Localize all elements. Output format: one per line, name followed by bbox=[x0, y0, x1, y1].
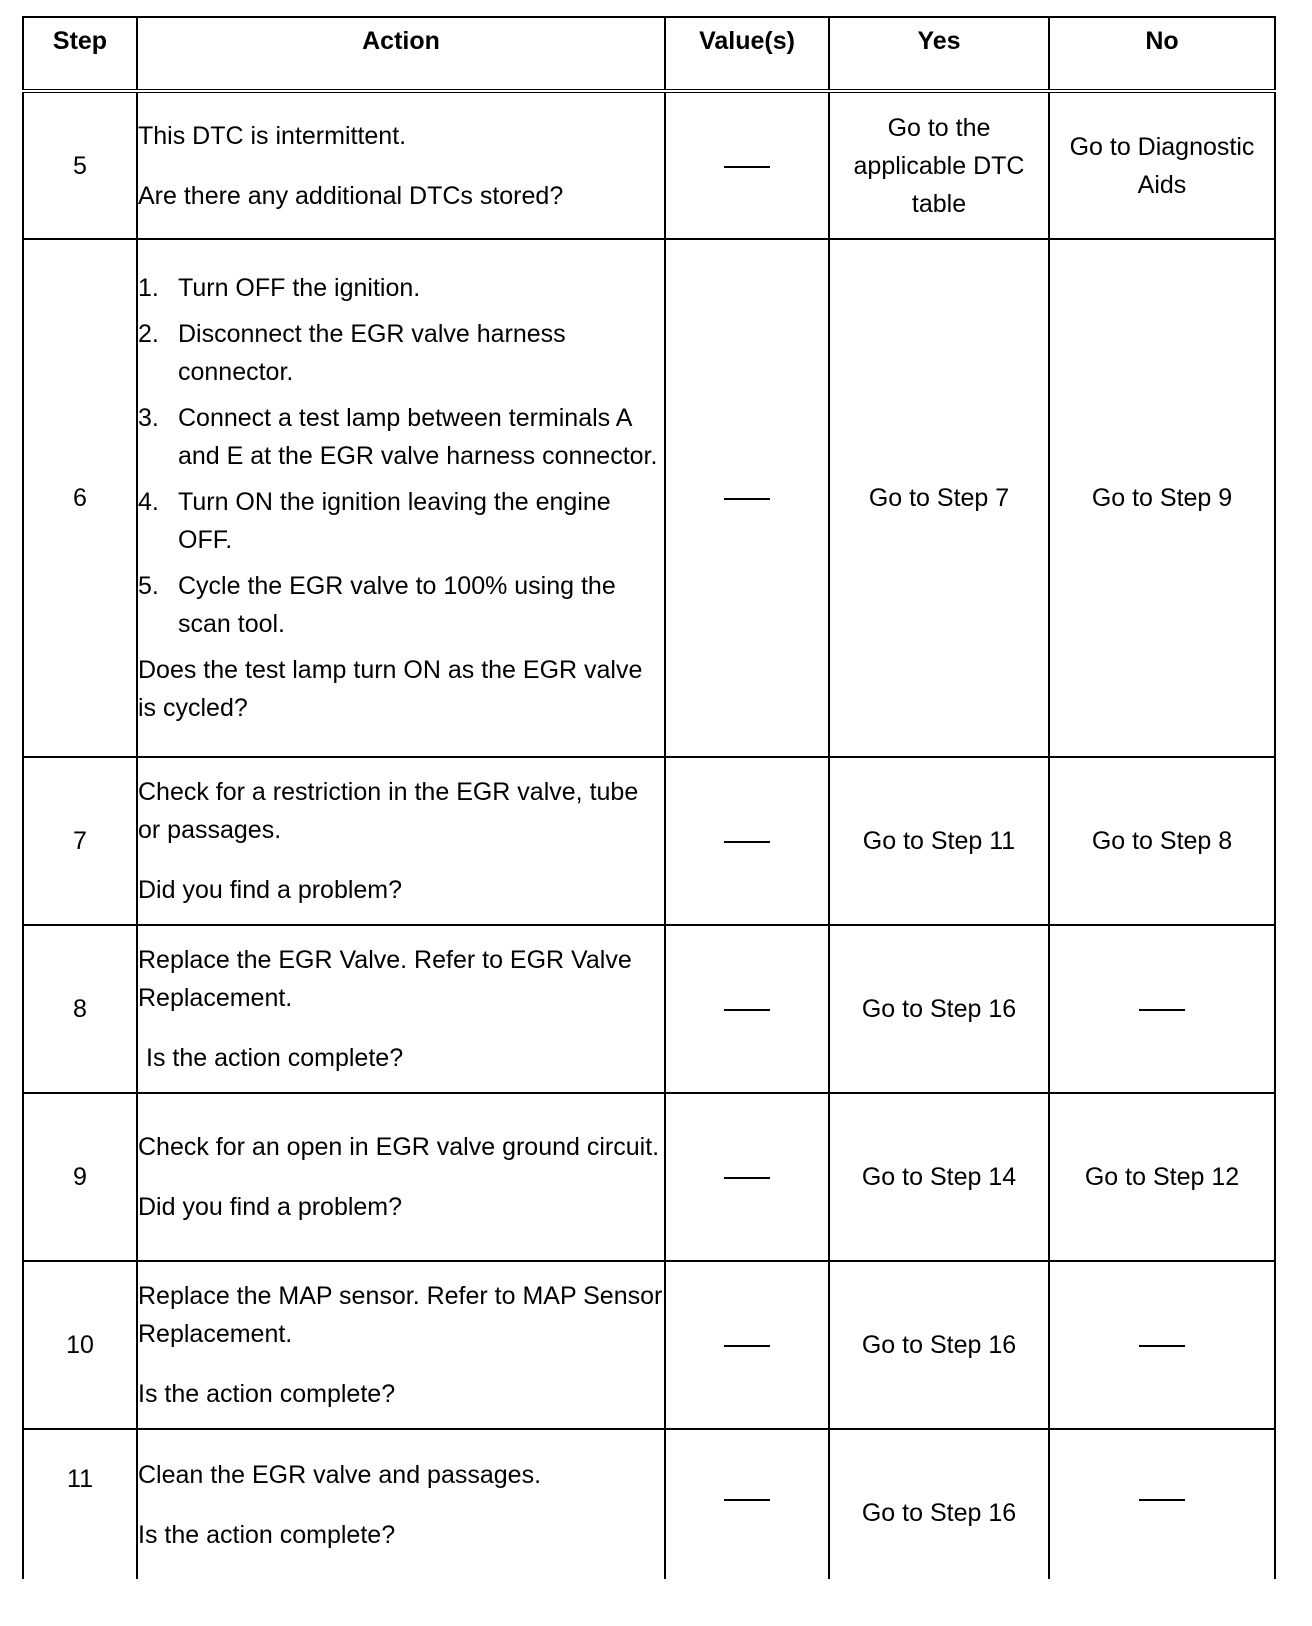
no-cell: Go to Step 9 bbox=[1049, 239, 1275, 757]
step-number: 9 bbox=[23, 1093, 137, 1261]
action-steps-list bbox=[138, 269, 664, 643]
action-cell bbox=[137, 91, 665, 239]
action-text: Check for a restriction in the EGR valve, tube or passages. bbox=[138, 778, 639, 844]
action-text: Check for an open in EGR valve ground circuit. bbox=[138, 1133, 660, 1161]
value-dash bbox=[724, 1345, 770, 1347]
value-cell bbox=[665, 925, 829, 1093]
value-dash bbox=[724, 1009, 770, 1011]
diagnostic-table bbox=[22, 16, 1276, 1579]
action-cell bbox=[137, 239, 665, 757]
list-item-text: Cycle the EGR valve to 100% using the scan tool. bbox=[178, 572, 616, 638]
value-cell bbox=[665, 757, 829, 925]
action-cell bbox=[137, 1093, 665, 1261]
yes-cell: Go to Step 11 bbox=[829, 757, 1049, 925]
header-yes: Yes bbox=[829, 17, 1049, 91]
list-item bbox=[138, 315, 664, 391]
no-cell: Go to Diagnostic Aids bbox=[1049, 91, 1275, 239]
step-number: 6 bbox=[23, 239, 137, 757]
value-dash bbox=[724, 1499, 770, 1501]
list-item bbox=[138, 269, 664, 307]
list-item bbox=[138, 399, 664, 475]
table-row-step-8 bbox=[23, 925, 1275, 1093]
action-text: Clean the EGR valve and passages. bbox=[138, 1460, 542, 1489]
action-question: Did you find a problem? bbox=[138, 1193, 403, 1221]
list-item-number: 3. bbox=[138, 404, 159, 432]
header-row bbox=[23, 17, 1275, 91]
table-row-step-9 bbox=[23, 1093, 1275, 1261]
table-row-step-6 bbox=[23, 239, 1275, 757]
value-dash bbox=[724, 498, 770, 500]
no-cell: Go to Step 12 bbox=[1049, 1093, 1275, 1261]
no-cell bbox=[1049, 1261, 1275, 1429]
yes-cell: Go to Step 16 bbox=[829, 1261, 1049, 1429]
list-item-text: Turn ON the ignition leaving the engine OFF. bbox=[178, 488, 611, 554]
value-dash bbox=[724, 166, 770, 168]
list-item-text: Disconnect the EGR valve harness connector. bbox=[178, 320, 566, 386]
yes-cell: Go to Step 16 bbox=[829, 925, 1049, 1093]
yes-cell: Go to Step 7 bbox=[829, 239, 1049, 757]
header-no: No bbox=[1049, 17, 1275, 91]
no-dash bbox=[1139, 1009, 1185, 1011]
action-question: Are there any additional DTCs stored? bbox=[138, 181, 564, 210]
step-number: 8 bbox=[23, 925, 137, 1093]
action-question: Did you find a problem? bbox=[138, 876, 403, 904]
action-text: This DTC is intermittent. bbox=[138, 121, 407, 150]
value-cell bbox=[665, 239, 829, 757]
value-dash bbox=[724, 841, 770, 843]
header-action: Action bbox=[137, 17, 665, 91]
table-row-step-11 bbox=[23, 1429, 1275, 1579]
header-values: Value(s) bbox=[665, 17, 829, 91]
step-number: 10 bbox=[23, 1261, 137, 1429]
list-item-text: Turn OFF the ignition. bbox=[178, 274, 421, 302]
list-item-text: Connect a test lamp between terminals A and E at the EGR valve harness connector. bbox=[178, 404, 658, 470]
table-row-step-10 bbox=[23, 1261, 1275, 1429]
table-row-step-7 bbox=[23, 757, 1275, 925]
yes-cell: Go to Step 16 bbox=[829, 1429, 1049, 1579]
value-cell bbox=[665, 1093, 829, 1261]
step-number: 5 bbox=[23, 91, 137, 239]
value-dash bbox=[724, 1177, 770, 1179]
list-item bbox=[138, 483, 664, 559]
header-step: Step bbox=[23, 17, 137, 91]
yes-cell: Go to Step 14 bbox=[829, 1093, 1049, 1261]
list-item-number: 4. bbox=[138, 488, 159, 516]
no-dash bbox=[1139, 1499, 1185, 1501]
action-cell bbox=[137, 757, 665, 925]
action-cell bbox=[137, 1261, 665, 1429]
table-row-step-5 bbox=[23, 91, 1275, 239]
list-item-number: 5. bbox=[138, 572, 159, 600]
list-item-number: 2. bbox=[138, 320, 159, 348]
action-question: Is the action complete? bbox=[146, 1044, 404, 1072]
value-cell bbox=[665, 1261, 829, 1429]
list-item-number: 1. bbox=[138, 274, 159, 302]
step-number: 7 bbox=[23, 757, 137, 925]
no-cell bbox=[1049, 1429, 1275, 1579]
value-cell bbox=[665, 1429, 829, 1579]
no-cell: Go to Step 8 bbox=[1049, 757, 1275, 925]
action-question: Is the action complete? bbox=[138, 1380, 396, 1408]
no-dash bbox=[1139, 1345, 1185, 1347]
value-cell bbox=[665, 91, 829, 239]
step-number: 11 bbox=[23, 1429, 137, 1579]
action-text: Replace the EGR Valve. Refer to EGR Valve Replacement. bbox=[138, 946, 632, 1012]
action-question: Does the test lamp turn ON as the EGR valve is cycled? bbox=[138, 656, 643, 722]
action-cell bbox=[137, 1429, 665, 1579]
yes-cell: Go to the applicable DTC table bbox=[829, 91, 1049, 239]
action-question: Is the action complete? bbox=[138, 1520, 396, 1549]
action-text: Replace the MAP sensor. Refer to MAP Sensor Replacement. bbox=[138, 1282, 663, 1348]
list-item bbox=[138, 567, 664, 643]
no-cell bbox=[1049, 925, 1275, 1093]
action-cell bbox=[137, 925, 665, 1093]
